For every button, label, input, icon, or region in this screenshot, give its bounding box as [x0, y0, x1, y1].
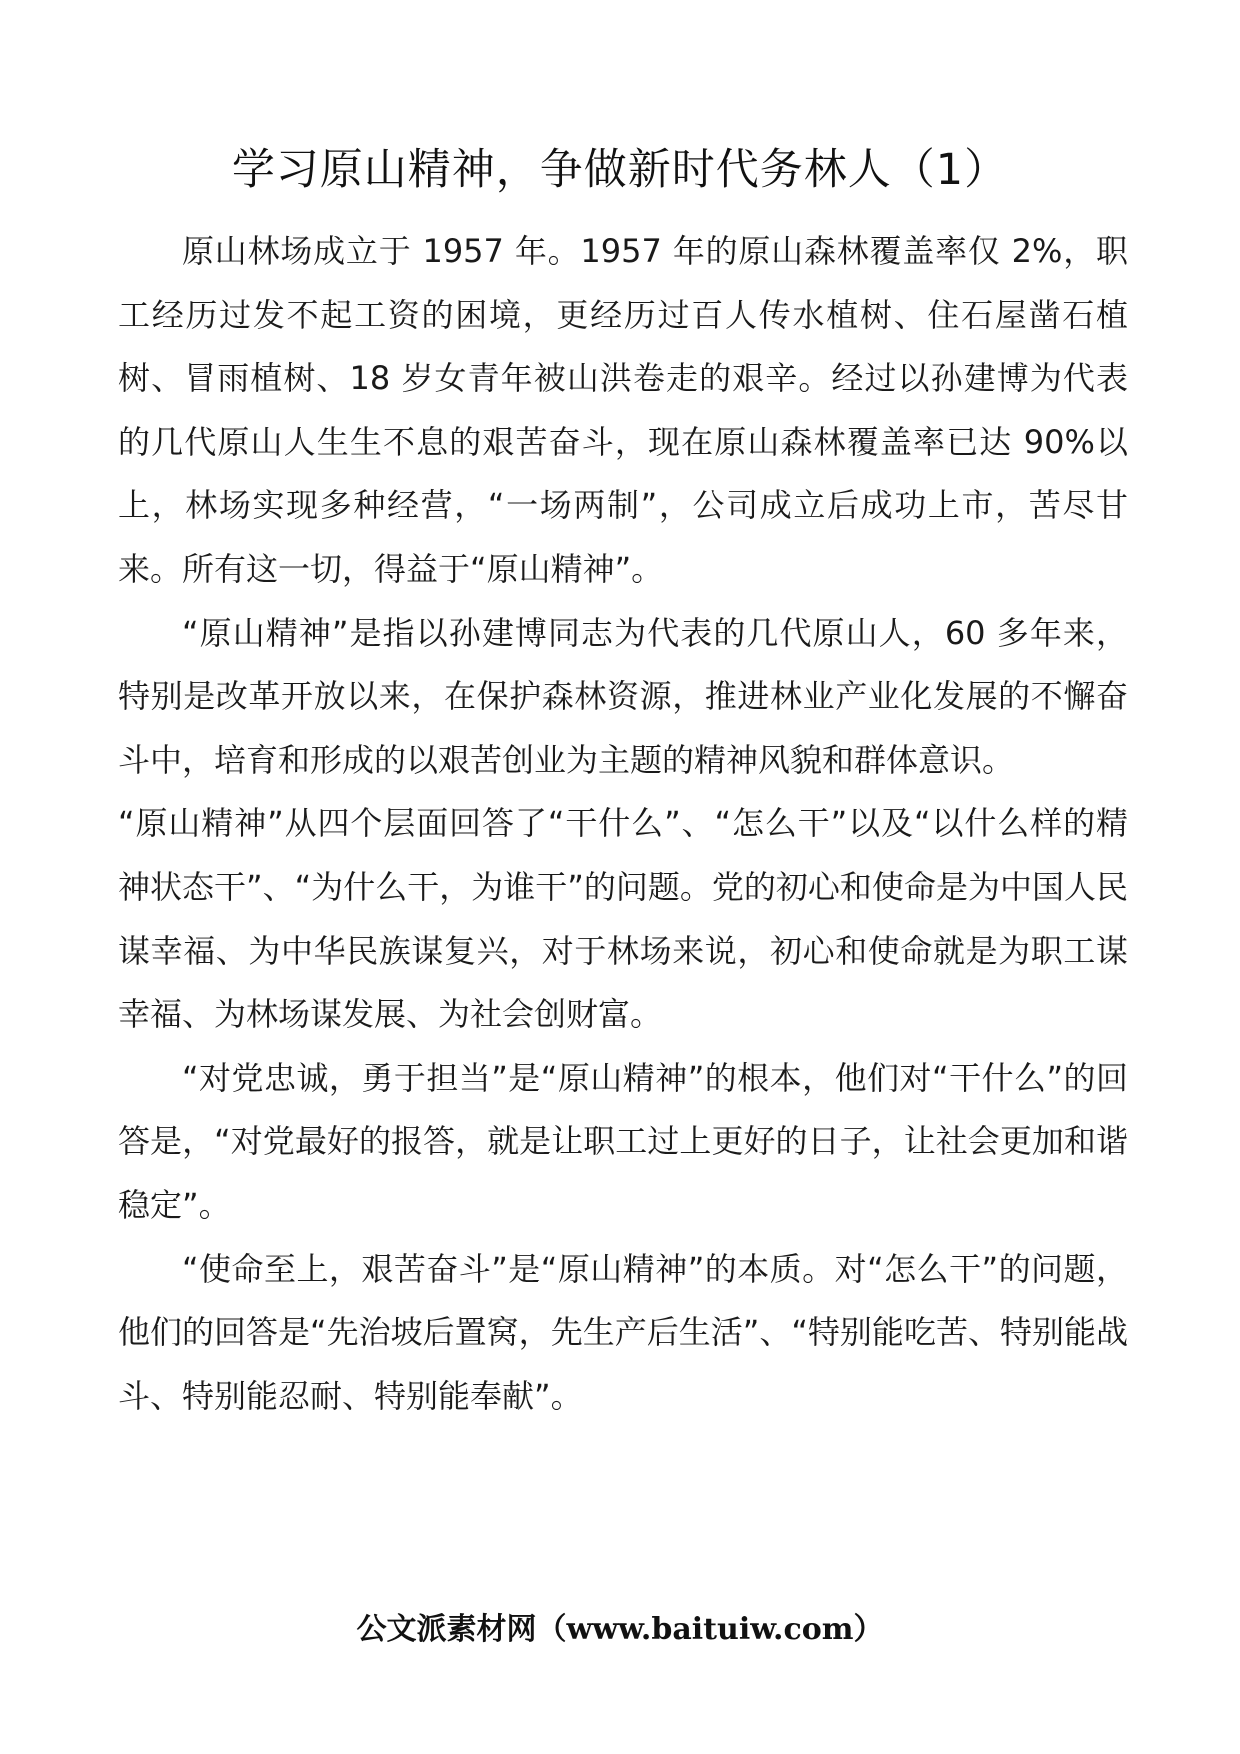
document-body	[118, 220, 1128, 1428]
paragraph-loyalty: “对党忠诚，勇于担当”是“原山精神”的根本，他们对“干什么”的回答是，“对党最好的报答，就是让职工过上更好的日子，让社会更加和谐稳定”。	[118, 1058, 1128, 1224]
document-title: 学习原山精神，争做新时代务林人（1）	[231, 145, 1009, 195]
paragraph-four-aspects: “原山精神”从四个层面回答了“干什么”、“怎么干”以及“以什么样的精神状态干”、“为什么干，为谁干”的问题。党的初心和使命是为中国人民谋幸福、为中华民族谋复兴，对于林场来说，初心和使命就是为职工谋幸福、为林场谋发展、为社会创财富。	[118, 804, 1128, 1034]
paragraph-mission: “使命至上，艰苦奋斗”是“原山精神”的本质。对“怎么干”的问题，他们的回答是“先治坡后置窝，先生产后生活”、“特别能吃苦、特别能战斗、特别能忍耐、特别能奉献”。	[118, 1249, 1128, 1415]
source-footer: 公文派素材网（www.baituiw.com）	[356, 1612, 884, 1647]
paragraph-history: 原山林场成立于 1957 年。1957 年的原山森林覆盖率仅 2%，职工经历过发不起工资的困境，更经历过百人传水植树、住石屋凿石植树、冒雨植树、18 岁女青年被山洪卷走的艰辛。经过以孙建博为代表的几代原山人生生不息的艰苦奋斗，现在原山森林覆盖率已达 90%以上，林场实现多种经营，“一场两制”，公司成立后成功上市，苦尽甘来。所有这一切，得益于“原山精神”。	[118, 232, 1128, 588]
paragraph-definition: “原山精神”是指以孙建博同志为代表的几代原山人，60 多年来，特别是改革开放以来，在保护森林资源，推进林业产业化发展的不懈奋斗中，培育和形成的以艰苦创业为主题的精神风貌和群体意识。	[118, 613, 1128, 779]
